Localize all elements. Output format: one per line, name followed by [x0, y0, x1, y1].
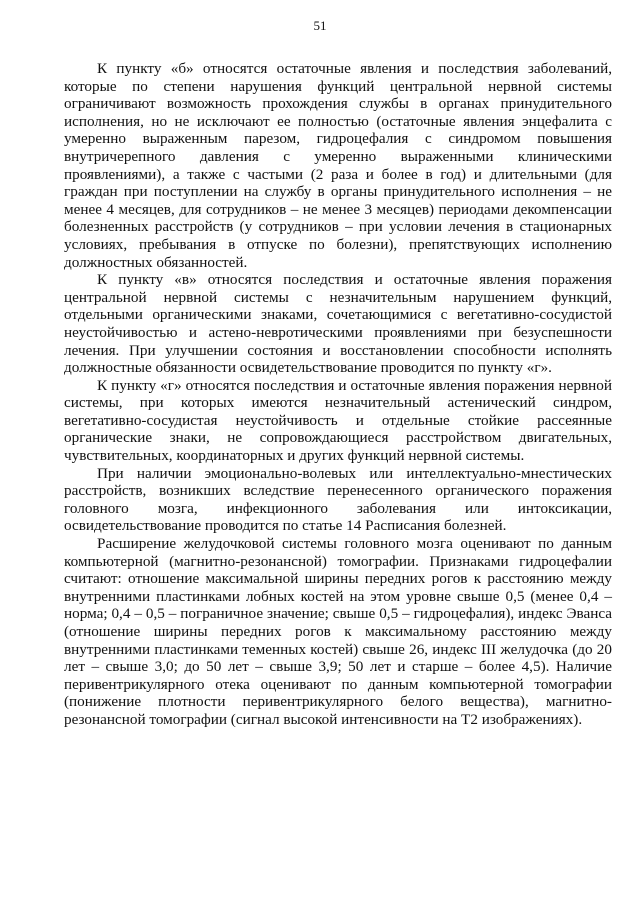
document-body: [64, 60, 612, 729]
paragraph-item-b: К пункту «б» относятся остаточные явления и последствия заболеваний, которые по степени нарушения функций центральной нервной системы ограничивают возможность прохождения службы в органах принудительного исполнения, но не исключают ее полностью (остаточные явления энцефалита с умеренно выраженным парезом, гидроцефалия с синдромом повышения внутричерепного давления с умеренно выраженными клиническими проявлениями), а также с частыми (2 раза и более в год) и длительными (для граждан при поступлении на службу в органы принудительного исполнения – не менее 4 месяцев, для сотрудников – не менее 3 месяцев) периодами декомпенсации болезненных расстройств (у сотрудников – при условии лечения в стационарных условиях, пребывания в отпуске по болезни), препятствующих исполнению должностных обязанностей.: [64, 60, 612, 271]
paragraph-emotional-disorders: При наличии эмоционально-волевых или интеллектуально-мнестических расстройств, возникших вследствие перенесенного органического поражения головного мозга, инфекционного заболевания или интоксикации, освидетельствование проводится по статье 14 Расписания болезней.: [64, 464, 612, 535]
paragraph-item-g: К пункту «г» относятся последствия и остаточные явления поражения нервной системы, при которых имеются незначительный астенический синдром, вегетативно-сосудистая неустойчивость и отдельные стойкие рассеянные органические знаки, не сопровождающиеся расстройством двигательных, чувствительных, координаторных и других функций нервной системы.: [64, 376, 612, 465]
paragraph-hydrocephalus: Расширение желудочковой системы головного мозга оценивают по данным компьютерной (магнитно-резонансной) томографии. Признаками гидроцефалии считают: отношение максимальной ширины передних рогов к расстоянию между внутренними пластинками лобных костей на этом уровне свыше 0,5 (менее 0,4 – норма; 0,4 – 0,5 – пограничное значение; свыше 0,5 – гидроцефалия), индекс Эванса (отношение ширины передних рогов к максимальному расстоянию между внутренними пластинками теменных костей) свыше 26, индекс III желудочка (до 20 лет – свыше 3,0; до 50 лет – свыше 3,9; 50 лет и старше – более 4,5). Наличие перивентрикулярного отека оценивают по данным компьютерной томографии (понижение плотности перивентрикулярного белого вещества), магнитно-резонансной томографии (сигнал высокой интенсивности на Т2 изображениях).: [64, 535, 612, 728]
page-number: 51: [313, 18, 327, 33]
paragraph-item-v: К пункту «в» относятся последствия и остаточные явления поражения центральной нервной системы с незначительным нарушением функций, отдельными органическими знаками, сочетающимися с вегетативно-сосудистой неустойчивостью и астено-невротическими проявлениями при безуспешности лечения. При улучшении состояния и восстановлении способности исполнять должностные обязанности освидетельствование проводится по пункту «г».: [64, 271, 612, 377]
